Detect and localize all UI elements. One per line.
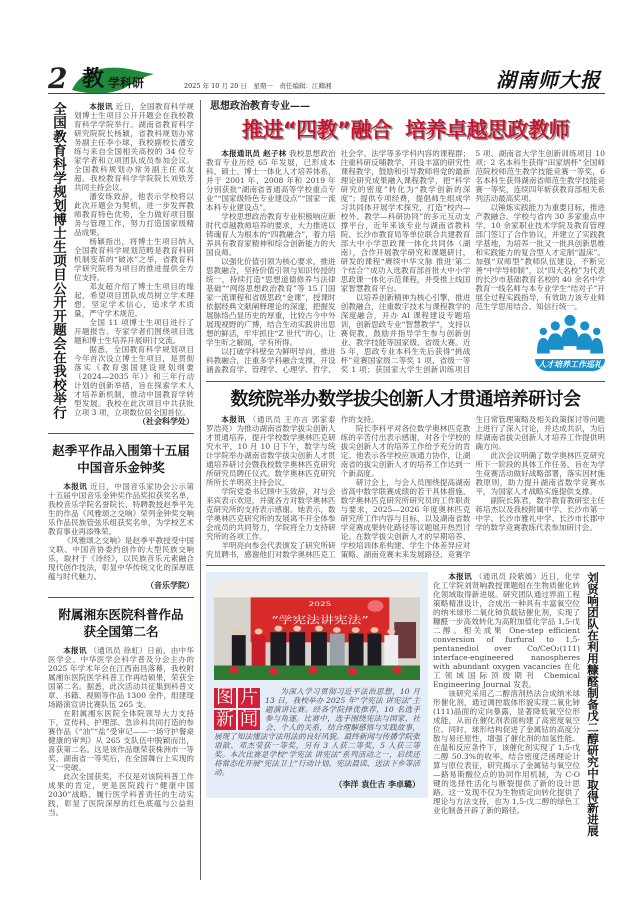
date-line: 2025 年 10 月 20 日 星期一 责任编辑：江卿湘 xyxy=(184,82,332,90)
article-body: 本报讯 （通讯员 徐虹）日前，由中华医学会、中华医学会科学普及分会主办的 2025 年学术年会在江西南昌落幕，我校附属湘东医院医学科普工作再结硕果，荣获全国第二名。据悉，此次活动共征集到科普文章、书籍、视频等作品 1300 余件，组建现场路演宣讲比赛队伍 265 支。 在附属湘东医院全体院领导大力支持下，宣传科、护理部、急诊科共同打造的参赛作品《“油”“盐”受审记——一场守护餐桌健康的审判》从 265 支队伍中脱颖而出，喜获第二名。这是该作品继荣获株洲市一等奖、湖南省一等奖后，在全国舞台上实现的又一突破。 此次全国获奖，不仅是对该院科普工作成果的肯定，更是医院践行“健康中国 2030”战略、履行医学科普责任的生动实践，彰显了医院深厚的红色底蕴与公益担当。 xyxy=(48,646,195,817)
lead-label: 本报讯 xyxy=(448,572,472,581)
article-title: 数统院举办数学拔尖创新人才贯通培养研讨会 xyxy=(230,389,581,410)
photo-news-box xyxy=(206,572,428,798)
left-column xyxy=(48,102,194,817)
lead-label: 本报讯 xyxy=(89,102,113,111)
photo-credit: （李洋 袁仕吉 李卓璐） xyxy=(334,780,420,789)
article-title: 刘贤响团队在利用糠醛制备戊二醇研究中取得新进展 xyxy=(586,572,600,837)
section-name-big: 教 xyxy=(82,66,105,92)
article-body: 本报讯 （通讯员 段紫嫣）近日，化学化工学院刘贤响教授课题组在生物质催化转化领域取得新进展。研究团队通过界面工程策略精准设计，合成出一种具有丰富氧空位的纳米球形二氧化铈负载钴催化剂，实现了糠醛一步高效转化为高附加值化学品 1,5-戊二醇。相关成果 One-step efficient conversion of furfural to 1,5-pentanediol over Co/CeO₂(111) interface-engineered nanospheres with abundant oxygen vacancies 在化工领域国际顶级期刊 Chemical Engineering Journal 发表。 该研究采用乙二醇溶剂热法合成纳米球形催化剂，通过调控载体形貌实现二氧化铈(111)晶面的定向暴露，显著降低氧空位形成能，从而在催化剂表面构建了高密度氧空位。同时，球形结构促进了金属钴的高度分散与易还原性，增强了催化剂的加氢性能。在温和反应条件下，该催化剂实现了 1,5-戊二醇 50.3%的收率。结合密度泛函理论计算与原位表征，研究揭示了金属钴与氧空位—路易斯酸位点的协同作用机制，为 C-O 键的选择性活化与断裂提供了新的设计思路。这一发现不仅为生物质定向转化提供了理论与方法支持，也为 1,5-戊二醇的绿色工业化制备开辟了新的路径。 xyxy=(433,572,581,815)
lower-row xyxy=(206,572,605,837)
badge-text: 人才培养工作巡礼 xyxy=(535,359,605,371)
right-area xyxy=(206,100,605,837)
article-title: 全国教育科学规划博士生项目公开开题会在我校举行 xyxy=(50,102,66,420)
article-source: （音乐学院） xyxy=(146,581,194,590)
talent-training-badge xyxy=(535,313,605,375)
lead-label: 本报讯 xyxy=(63,482,88,491)
article-left-1 xyxy=(48,102,194,427)
article-body: 本报讯 近日，中国音乐家协会公示第十五届中国音乐金钟奖作品奖拟获奖名单，我校音乐学院名誉院长、特聘教授赵季平先生的作品《风雅颂之交响》荣列金钟奖交响乐作品民族管弦乐组获奖名单，为学校艺术教育事业再添殊荣。 《风雅颂之交响》是赵季平教授受中国文联、中国音协委约创作的大型民族交响乐，取材于《诗经》，以民族音乐元素融合现代创作技法，彰显中华传统文化的深厚底蕴与时代魅力。 （音乐学院） xyxy=(48,482,195,590)
event-photo xyxy=(214,580,420,680)
photo-news-label: 图 片 新 闻 xyxy=(216,687,258,730)
article-kicker: 思想政治教育专业—— xyxy=(210,101,310,112)
masthead: 湖南师大报 xyxy=(496,68,601,92)
article-body: 本报讯 近日，全国教育科学规划博士生项目公开开题会在我校教育科学学院举行。湖南省教育科学研究院院长杨颖，省教科规划办常务副主任李小球，我校副校长潘安练与来自全国相关高校的 34 位专家学者和立项团队成员参加会议。全国教科规划办常务副主任邓友超、我校教育科学学院院长刘铁芳共同主持会议。 潘安练致辞，他表示学校将以此次开题会为契机，进一步发挥教师教育特色优势，全力做好项目服务与管理工作，努力打造国家级精品成果。 杨颖指出，将博士生项目纳入全国教育科学规划范畴是教育科研机制变革的“破冰”之举，省教育科学研究院将为项目的推进提供全方位支持。 邓友超介绍了博士生项目的缘起，希望项目团队成员树立学术理想，坚定学术信心，追求学术质量，严守学术规范。 全国 11 项博士生项目进行了开题报告。专家学者们围绕项目选题和博士生培养开展研讨交流。 据悉，全国教育科学规划项目今年首次设立博士生项目，是贯彻落实《教育强国建设规划纲要（2024—2035 年）》和三年行动计划的创新举措，旨在探索学术人才培养新机制，推动中国教育学转型发展。我校在此次项目中共获批立项 3 项，立项数位居全国首位。 （社会科学处） xyxy=(74,102,195,426)
article-title: 推进“四教”融合 培养卓越思政教师 xyxy=(241,118,570,142)
page-number: 2 xyxy=(48,62,68,95)
article-title: 赵季平作品入围第十五届 中国音乐金钟奖 xyxy=(52,443,190,475)
article-body: 本报通讯员 赵子林 我校思想政治教育专业历经 65 年发展，已形成本科、硕士、博士一体化人才培养体系，并于 2001 年、2008 年和 2019 年分别获批“湖南省普通高等学校重点专业”“国家级特色专业建设点”“国家一流本科专业建设点”。 学校思想政治教育专业积极响应新时代卓越教师培养的要求，大力推进以铸魂育人为根本的“四教融合”，着力培养具有教育家精神和综合创新能力的大国良师。 以强化价值引领为核心要求，推进思教融合，坚持价值引领与知识传授的统一，持续打造“思想道德修养与法律基础”“网络思想政治教育”等 15 门国家一流课程和省级思政“金课”，授课时依据经典文献阐释理论的深邃，把握发展脉络凸显历史的厚重，比较古今中外展现视野的广博，结合生动实践讲出思想的鲜活，牢牢抓住“Z 世代”的心，让学生听之解闻，学有所得。 以打破学科壁垒为鲜明导向，推进科教融合，注重多学科融合支撑，开设涵盖教育学、管理学、心理学、哲学、社会学、法学等多学科内容的课程群；注重科研反哺教学，开设丰富的研究性课程教学，鼓励和引导教师将党的最新理论研究成果融入课程教学，把“科学研究的密度”转化为“教学创新的深度”；提供专项经费，提倡师生组成学习共同体开展学术探究，打造“校内—校外、教学—科研协同”的多元互动支撑平台，近年来该专业与湖南省教科院、长沙市教育局等单位联合共建教育部大中小学思政课一体化共同体（湖南），合作开展教学研究和课题研讨，研发的课程“赓续中华文脉 推进‘第二个结合’”成功入选教育部首批大中小学思政课一体化示范课程，并受推上线国家智慧教育平台。 以培养创新精神为核心引擎，推进创教融合，注重数字技术与课程教学的深度融合，开办 AI 课程建设专题培训，创新思政专业“智慧教学”，支持以赛促教，鼓励并指导学生参与创新创业、教学技能等国家级、省级大赛。近 5 年，思政专业本科生先后获得“挑战杯”竞赛国家级二等奖 1 项、省级一等奖 1 项；获国家大学生创新训练项目 5 项、湖南省大学生创新训练项目 10 项；2 名本科生获得“田家炳杯”全国师范院校师范生教学技能竞赛一等奖，6 名本科生获得湖南省师范生教学技能竞赛一等奖，连续四年斩获教育部相关系列活动最高奖项。 以锤炼实践能力为重要目标，推进产教融合。学校与省内 30 多家重点中学、10 余家职业技术学院及教育管理部门签订了合作协议，并建立了实践教学基地，为培养一批又一批具创新思维和实践能力的复合型人才定制“温床”。加强“双师型”教师队伍建设，不断完善“中学导师制”，以“四大名校”为代表的长沙市基础教育名校的 40 余名中学教育一线名师与本专业学生“结对子”开展全过程实践指导，有效助力该专业师范生学思用结合、知信行统一。 人才培养工作巡礼 xyxy=(206,149,605,374)
article-source: （社会科学处） xyxy=(138,417,194,426)
article-divider xyxy=(206,381,605,382)
column-divider xyxy=(200,100,201,880)
article-divider xyxy=(48,433,194,434)
section-header xyxy=(48,60,605,94)
article-body: 本报讯 （通讯员 王亦言 郭家泰 罗浩亮）为推动湖南省数学拔尖创新人才贯通培养，提升学校数学奥林匹克研究水平，10 月 10 日下午，数学与统计学院举办湖南省数学拔尖创新人才贯通培养研讨会暨我校数学奥林匹克研究所研究员聘任仪式。数学奥林匹克研究所所长羊明亮主持会议。 学院党委书记顾中玉致辞，对与会来宾表示欢迎，并就各方对数学奥林匹克研究所的支持表示感谢。她表示，数学奥林匹克研究所的发展离不开全体参会成员的共同努力，学院将全力支持研究所的各项工作。 羊明亮向参会代表颁发了研究所研究员聘书，感谢他们对数学奥林匹克工作的支持。 院长李科平对各位数学奥林匹克教练的辛苦付出表示感谢，对各个学校的拔尖创新人才的培养工作给予充分的肯定。他表示各学校应该通力协作，让湖南省的拔尖创新人才的培养工作达到一个新高度。 研讨会上，与会人员围绕提高湖南省高中数学联赛成绩的若干具体措施、数学奥林匹克研究所研究员的工作职责与要求，2025—2026 年度奥林匹克研究所工作内容与目标，以及湖南省数学竞赛成果转化路径等议题展开热烈讨论。在数学拔尖创新人才的早期培养、学校培训体系构建、学生个体差异应对策略、湖南竞赛未来发展路径、竞赛学生日常管理策略及相关政策探讨等问题上进行了深入讨论，并达成共识，为后续湖南省拔尖创新人才培养工作提供明确方向。 此次会议明确了数学奥林匹克研究所下一阶段的具体工作任务，旨在为学生竞赛活动做好战略部署，落实因材施教原则，助力提升湖南省数学竞赛水平，为国家人才战略实施提供支撑。 副院长陈君，数学教育教研室主任蒋培杰以及我校附属中学、长沙市第一中学、长沙市雅礼中学、长沙市长郡中学的数学竞赛教练代表参加研讨会。 xyxy=(206,415,605,559)
people-group-icon xyxy=(535,313,605,359)
banner-text: “学宪法讲宪法” xyxy=(271,614,369,626)
article-title: 附属湘东医院科普作品 获全国第二名 xyxy=(58,607,184,639)
lead-label: 本报通讯员 赵子林 xyxy=(221,149,287,158)
lead-label: 本报讯 xyxy=(221,415,246,424)
article-divider xyxy=(48,597,194,598)
section-name-rest: 学科研 xyxy=(108,76,145,90)
lead-label: 本报讯 xyxy=(63,646,87,655)
header-rule xyxy=(48,93,605,94)
banner-year: 2025 xyxy=(308,600,332,608)
article-divider xyxy=(206,565,605,566)
photo-caption: 图 片 新 闻 为深入学习贯彻习近平法治思想，10 月 13 日，我校举办 2025 年“学宪法 讲宪法”主题演讲比赛。经各学院择优推荐，10 名选手参与角逐。比赛中，选手围绕宪法与国家、社会、个人的关系，结合理解感悟与实践故事，展现了知法懂法守法用法的良好风貌。最终新闻与传播学院张语歆、邓杰莹获一等奖，另有 3 人获二等奖，5 人获三等奖。本次比赛是学校“学宪法 讲宪法”系列活动之一，后续还将常态化开展“宪法卫士”行动计划、宪法晨读、送法下乡等活动。 （李洋 袁仕吉 李卓璐） xyxy=(214,687,420,789)
